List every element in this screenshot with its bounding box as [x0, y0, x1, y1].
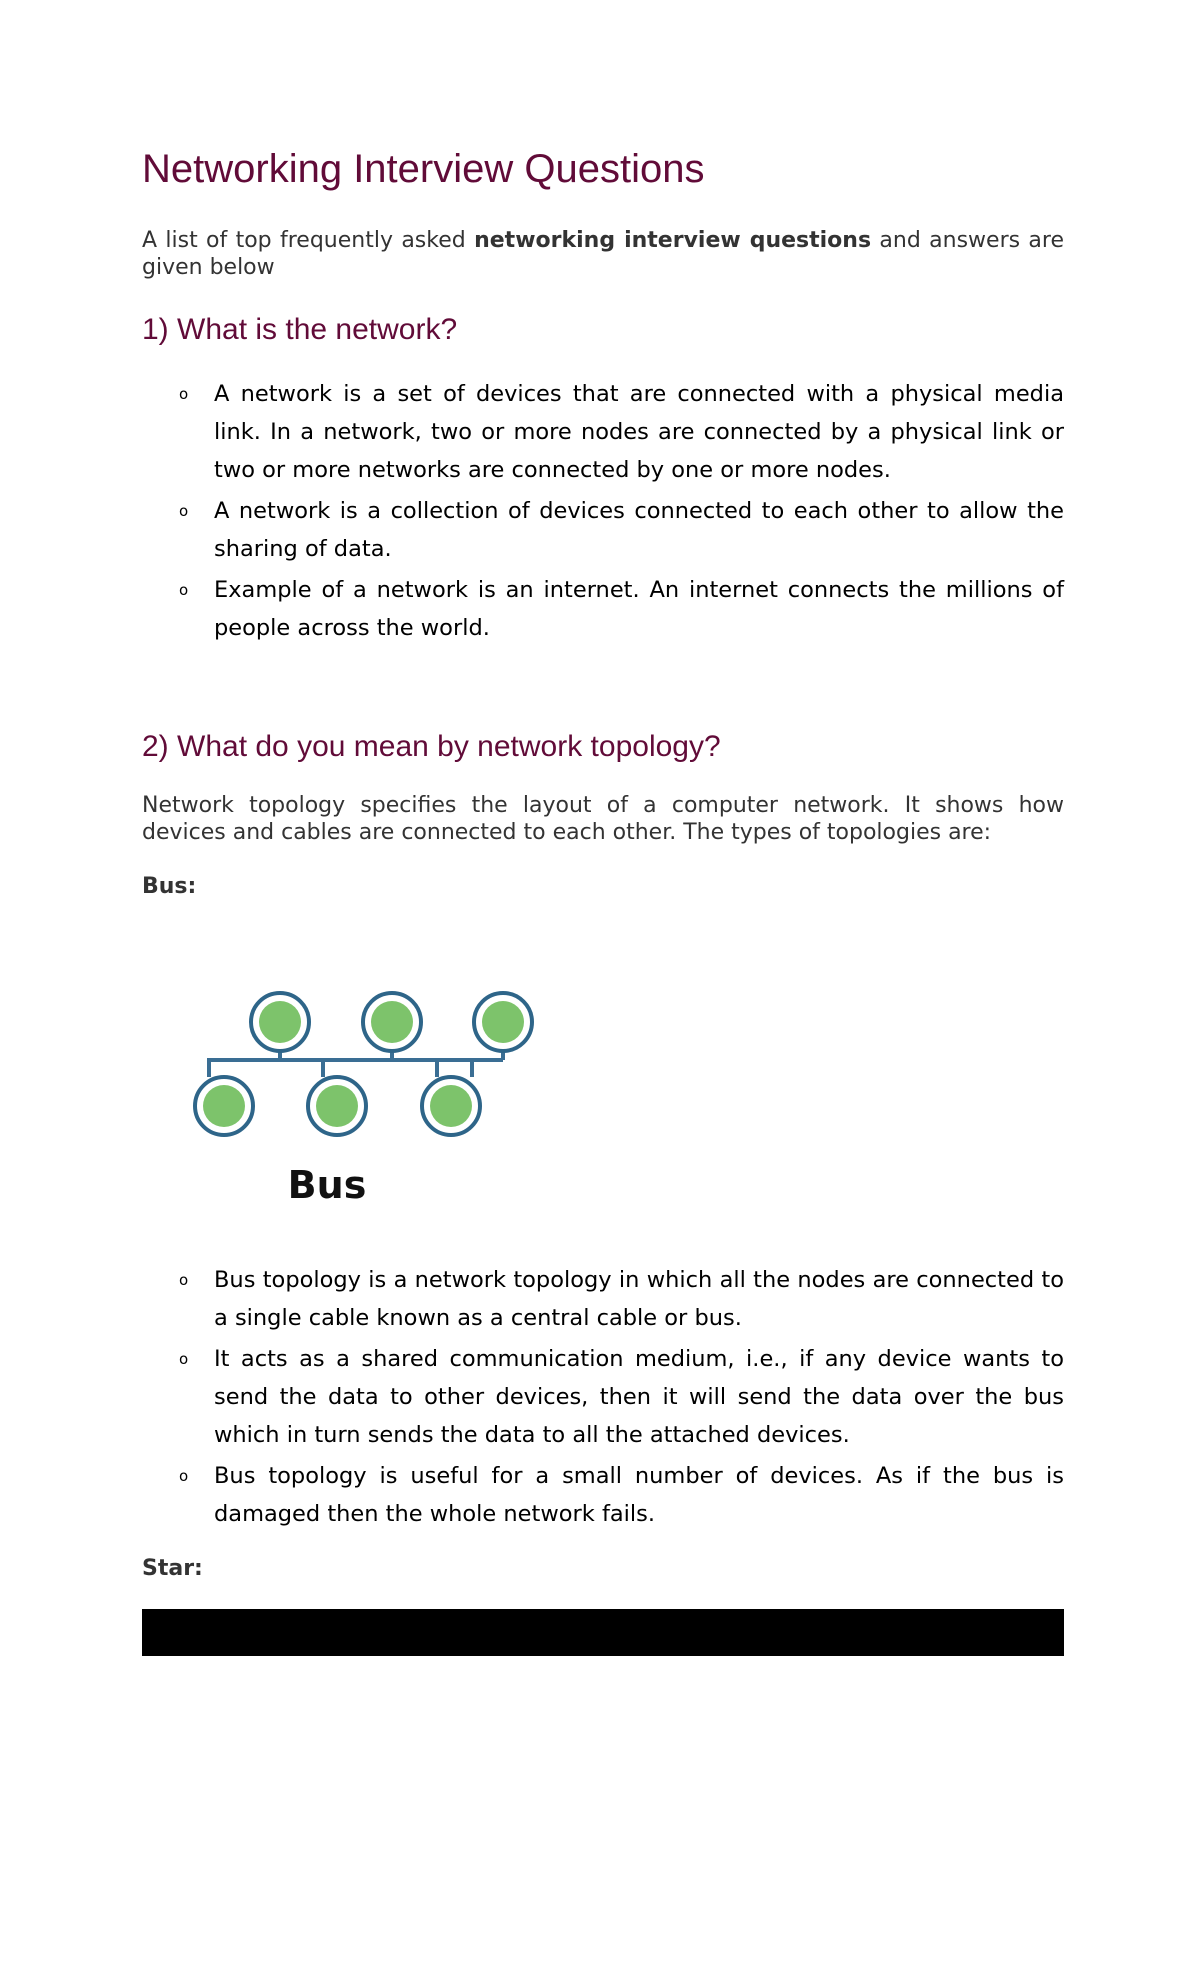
list-item [142, 571, 1064, 647]
node-icon [363, 993, 421, 1051]
list-item [142, 1457, 1064, 1533]
intro-prefix: A list of top frequently asked [142, 228, 466, 253]
bus-bullet-list [142, 1261, 1064, 1536]
list-item-text: A network is a collection of devices connected to each other to allow the sharing of data. [214, 498, 1064, 562]
bus-label: Bus: [142, 874, 197, 899]
question-1-bullet-list [142, 375, 1064, 650]
node-icon [422, 1077, 480, 1135]
star-label: Star: [142, 1556, 203, 1581]
bullet-marker: o [179, 581, 189, 599]
topology-paragraph: Network topology specifies the layout of a computer network. It shows how devices and cables are connected to each other. The types of topologies are: [142, 793, 1064, 845]
question-1-heading: 1) What is the network? [142, 313, 458, 346]
list-item-text: Bus topology is useful for a small number of devices. As if the bus is damaged then the whole network fails. [214, 1463, 1064, 1527]
intro-bold: networking interview questions [474, 228, 872, 253]
diagram-caption: Bus [287, 1163, 367, 1207]
intro-paragraph [142, 227, 1064, 281]
bus-topology-diagram [184, 984, 534, 1234]
question-2-heading: 2) What do you mean by network topology? [142, 730, 721, 763]
list-item-text: Bus topology is a network topology in which all the nodes are connected to a single cable known as a central cable or bus. [214, 1267, 1064, 1331]
bullet-marker: o [179, 1271, 189, 1289]
bullet-marker: o [179, 385, 189, 403]
node-icon [251, 993, 309, 1051]
bullet-marker: o [179, 1350, 189, 1368]
node-icon [195, 1077, 253, 1135]
intro-suffix: and answers are given below [142, 228, 1064, 280]
list-item [142, 492, 1064, 568]
page-title: Networking Interview Questions [142, 147, 705, 191]
bus-cable [209, 1060, 472, 1077]
list-item [142, 1261, 1064, 1337]
list-item-text: A network is a set of devices that are connected with a physical media link. In a network, two or more nodes are connected by a physical link or two or more networks are connected by one or more nodes. [214, 381, 1064, 483]
bullet-marker: o [179, 502, 189, 520]
list-item-text: Example of a network is an internet. An internet connects the millions of people across the world. [214, 577, 1064, 641]
node-icon [474, 993, 532, 1051]
list-item [142, 1340, 1064, 1454]
list-item-text: It acts as a shared communication medium, i.e., if any device wants to send the data to other devices, then it will send the data over the bus which in turn sends the data to all the attached devices. [214, 1346, 1064, 1448]
redaction-bar [142, 1609, 1064, 1656]
bullet-marker: o [179, 1467, 189, 1485]
node-icon [308, 1077, 366, 1135]
list-item [142, 375, 1064, 489]
